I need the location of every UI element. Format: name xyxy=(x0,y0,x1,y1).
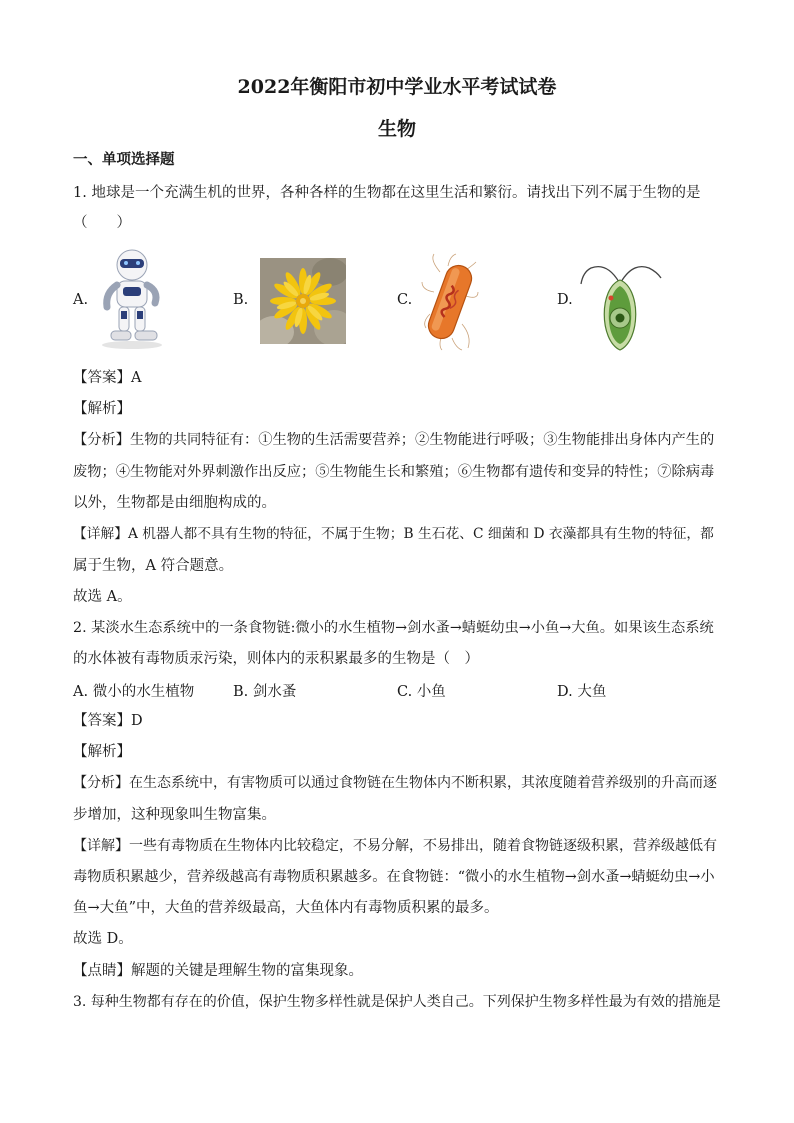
q1-detail-line1: 【详解】A 机器人都不具有生物的特征，不属于生物；B 生石花、C 细菌和 D 衣藻都具有生物的特征，都 xyxy=(73,526,714,542)
q1-option-a-label: A. xyxy=(73,292,89,308)
subject-title: 生物 xyxy=(377,118,416,140)
q1-stem-line1: 1. 地球是一个充满生机的世界，各种各样的生物都在这里生活和繁衍。请找出下列不属于生物的是 xyxy=(73,185,701,201)
q1-analysis-line2: 废物；④生物能对外界刺激作出反应；⑤生物能生长和繁殖；⑥生物都有遗传和变异的特性；⑦除病毒 xyxy=(73,464,715,480)
section-heading: 一、单项选择题 xyxy=(73,151,175,168)
q2-stem-line2: 的水体被有毒物质汞污染，则体内的汞积累最多的生物是（ ） xyxy=(73,651,479,667)
q2-choose: 故选 D。 xyxy=(73,931,133,947)
q2-option-a: A. 微小的水生植物 xyxy=(73,684,195,700)
robot-image xyxy=(95,245,170,350)
q1-analysis-line1: 【分析】生物的共同特征有：①生物的生活需要营养；②生物能进行呼吸；③生物能排出身体内产生的 xyxy=(73,432,715,448)
q2-answer: 【答案】D xyxy=(73,713,143,729)
q1-analysis-line3: 以外，生物都是由细胞构成的。 xyxy=(73,495,276,511)
exam-title: 2022年衡阳市初中学业水平考试试卷 xyxy=(237,76,557,98)
q1-answer: 【答案】A xyxy=(73,370,142,386)
q1-detail-line2: 属于生物，A 符合题意。 xyxy=(73,558,234,574)
q1-choose: 故选 A。 xyxy=(73,589,132,605)
q1-analysis-label: 【解析】 xyxy=(73,401,131,417)
chlamydomonas-image xyxy=(577,258,663,354)
q2-analysis-line2: 步增加，这种现象叫生物富集。 xyxy=(73,807,276,823)
q1-option-b-label: B. xyxy=(233,292,249,308)
q2-analysis-line1: 【分析】在生态系统中，有害物质可以通过食物链在生物体内不断积累，其浓度随着营养级别的升高而逐 xyxy=(73,775,717,791)
q1-option-c-label: C. xyxy=(397,292,413,308)
flowering-stone-image xyxy=(260,258,346,344)
q2-detail-line2: 毒物质积累越少，营养级越高有毒物质积累越多。在食物链：“微小的水生植物→剑水蚤→蜻蜓幼虫→小 xyxy=(73,869,715,885)
q2-detail-line3: 鱼→大鱼”中，大鱼的营养级最高，大鱼体内有毒物质积累的最多。 xyxy=(73,900,499,916)
q2-option-b: B. 剑水蚤 xyxy=(233,684,297,700)
q2-option-c: C. 小鱼 xyxy=(397,684,446,700)
q3-stem-line1: 3. 每种生物都有存在的价值，保护生物多样性就是保护人类自己。下列保护生物多样性最为有效的措施是 xyxy=(73,994,721,1010)
q2-detail-line1: 【详解】一些有毒物质在生物体内比较稳定，不易分解，不易排出，随着食物链逐级积累，营养级越低有 xyxy=(73,838,717,854)
q2-option-d: D. 大鱼 xyxy=(557,684,607,700)
q1-stem-line2: （ ） xyxy=(73,215,131,231)
bacterium-image xyxy=(420,252,480,352)
q2-analysis-label: 【解析】 xyxy=(73,744,131,760)
q2-stem-line1: 2. 某淡水生态系统中的一条食物链:微小的水生植物→剑水蚤→蜻蜓幼虫→小鱼→大鱼。如果该生态系统 xyxy=(73,620,714,636)
q1-option-d-label: D. xyxy=(557,292,573,308)
q2-tip: 【点睛】解题的关键是理解生物的富集现象。 xyxy=(73,963,363,979)
